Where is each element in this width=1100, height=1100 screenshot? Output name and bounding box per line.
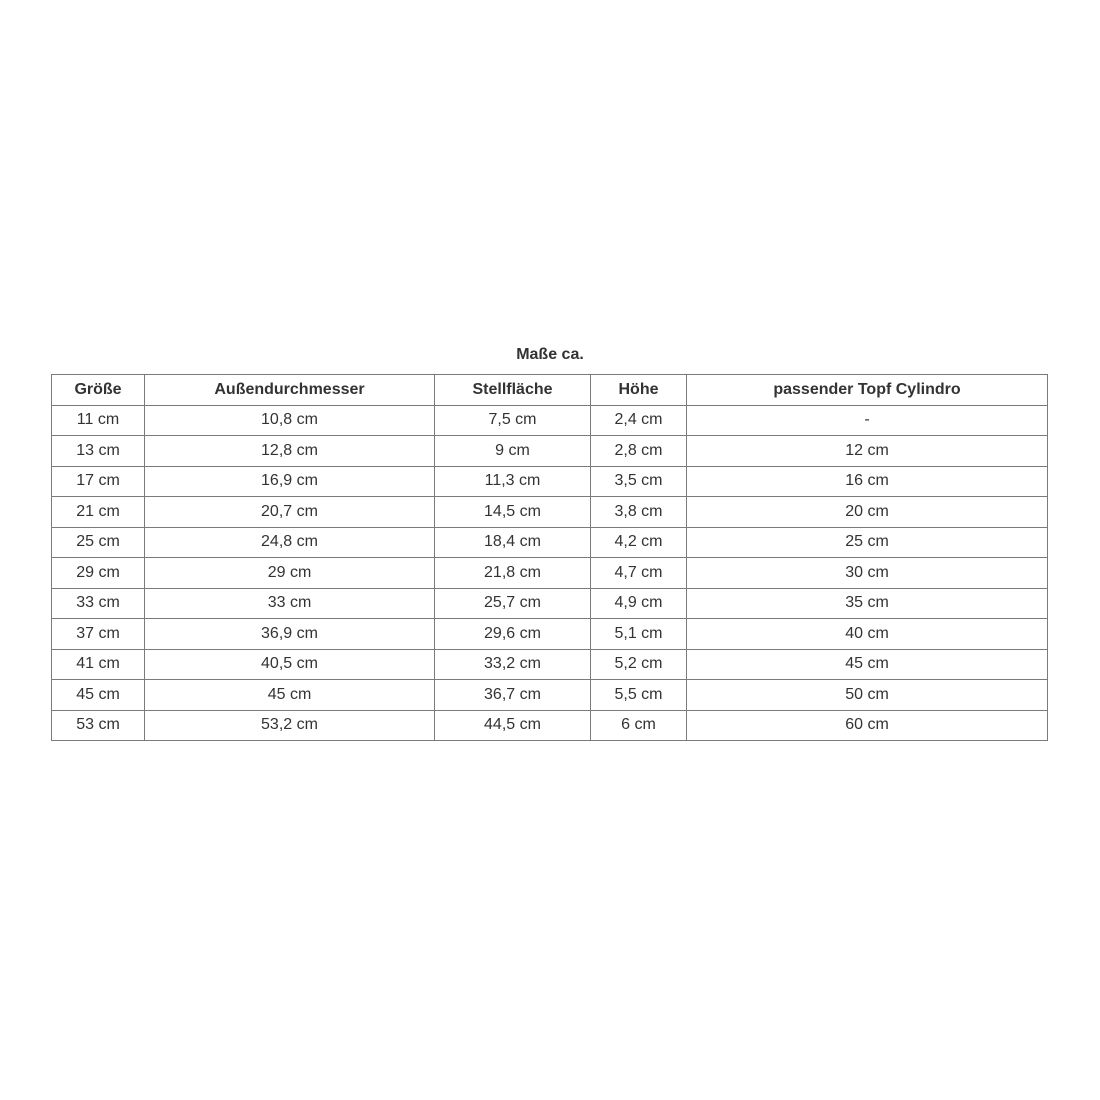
cell-passender-topf: 35 cm: [687, 588, 1048, 619]
cell-hoehe: 4,9 cm: [591, 588, 687, 619]
cell-passender-topf: 30 cm: [687, 558, 1048, 589]
table-row: [52, 436, 1048, 467]
table-header-row: [52, 375, 1048, 406]
cell-passender-topf: 25 cm: [687, 527, 1048, 558]
header-stellflaeche: Stellfläche: [435, 375, 591, 406]
header-hoehe: Höhe: [591, 375, 687, 406]
cell-stellflaeche: 36,7 cm: [435, 680, 591, 711]
cell-stellflaeche: 29,6 cm: [435, 619, 591, 650]
header-aussendurchmesser: Außendurchmesser: [145, 375, 435, 406]
cell-stellflaeche: 11,3 cm: [435, 466, 591, 497]
cell-stellflaeche: 21,8 cm: [435, 558, 591, 589]
cell-aussendurchmesser: 24,8 cm: [145, 527, 435, 558]
cell-groesse: 37 cm: [52, 619, 145, 650]
cell-aussendurchmesser: 10,8 cm: [145, 405, 435, 436]
cell-groesse: 53 cm: [52, 710, 145, 741]
table-row: [52, 466, 1048, 497]
cell-passender-topf: -: [687, 405, 1048, 436]
table-row: [52, 527, 1048, 558]
cell-groesse: 45 cm: [52, 680, 145, 711]
cell-hoehe: 5,5 cm: [591, 680, 687, 711]
cell-hoehe: 5,1 cm: [591, 619, 687, 650]
cell-stellflaeche: 18,4 cm: [435, 527, 591, 558]
table-row: [52, 588, 1048, 619]
cell-aussendurchmesser: 45 cm: [145, 680, 435, 711]
table-row: [52, 619, 1048, 650]
cell-hoehe: 2,4 cm: [591, 405, 687, 436]
cell-passender-topf: 45 cm: [687, 649, 1048, 680]
cell-passender-topf: 40 cm: [687, 619, 1048, 650]
table-row: [52, 649, 1048, 680]
cell-groesse: 33 cm: [52, 588, 145, 619]
cell-stellflaeche: 7,5 cm: [435, 405, 591, 436]
cell-groesse: 17 cm: [52, 466, 145, 497]
cell-passender-topf: 16 cm: [687, 466, 1048, 497]
cell-aussendurchmesser: 53,2 cm: [145, 710, 435, 741]
cell-hoehe: 3,8 cm: [591, 497, 687, 528]
cell-aussendurchmesser: 12,8 cm: [145, 436, 435, 467]
table-row: [52, 497, 1048, 528]
cell-aussendurchmesser: 36,9 cm: [145, 619, 435, 650]
cell-aussendurchmesser: 16,9 cm: [145, 466, 435, 497]
table-row: [52, 710, 1048, 741]
cell-hoehe: 4,2 cm: [591, 527, 687, 558]
cell-stellflaeche: 14,5 cm: [435, 497, 591, 528]
cell-hoehe: 4,7 cm: [591, 558, 687, 589]
cell-hoehe: 6 cm: [591, 710, 687, 741]
cell-groesse: 29 cm: [52, 558, 145, 589]
cell-groesse: 25 cm: [52, 527, 145, 558]
cell-groesse: 41 cm: [52, 649, 145, 680]
cell-hoehe: 3,5 cm: [591, 466, 687, 497]
table-row: [52, 405, 1048, 436]
cell-groesse: 13 cm: [52, 436, 145, 467]
cell-stellflaeche: 33,2 cm: [435, 649, 591, 680]
size-table: [51, 374, 1048, 741]
cell-stellflaeche: 44,5 cm: [435, 710, 591, 741]
cell-passender-topf: 12 cm: [687, 436, 1048, 467]
cell-hoehe: 2,8 cm: [591, 436, 687, 467]
cell-passender-topf: 60 cm: [687, 710, 1048, 741]
table-caption: Maße ca.: [516, 346, 584, 363]
cell-hoehe: 5,2 cm: [591, 649, 687, 680]
cell-passender-topf: 50 cm: [687, 680, 1048, 711]
cell-groesse: 11 cm: [52, 405, 145, 436]
cell-aussendurchmesser: 33 cm: [145, 588, 435, 619]
cell-aussendurchmesser: 40,5 cm: [145, 649, 435, 680]
cell-aussendurchmesser: 20,7 cm: [145, 497, 435, 528]
cell-stellflaeche: 9 cm: [435, 436, 591, 467]
cell-aussendurchmesser: 29 cm: [145, 558, 435, 589]
table-row: [52, 558, 1048, 589]
header-passender-topf: passender Topf Cylindro: [687, 375, 1048, 406]
header-groesse: Größe: [52, 375, 145, 406]
cell-passender-topf: 20 cm: [687, 497, 1048, 528]
cell-groesse: 21 cm: [52, 497, 145, 528]
table-row: [52, 680, 1048, 711]
cell-stellflaeche: 25,7 cm: [435, 588, 591, 619]
